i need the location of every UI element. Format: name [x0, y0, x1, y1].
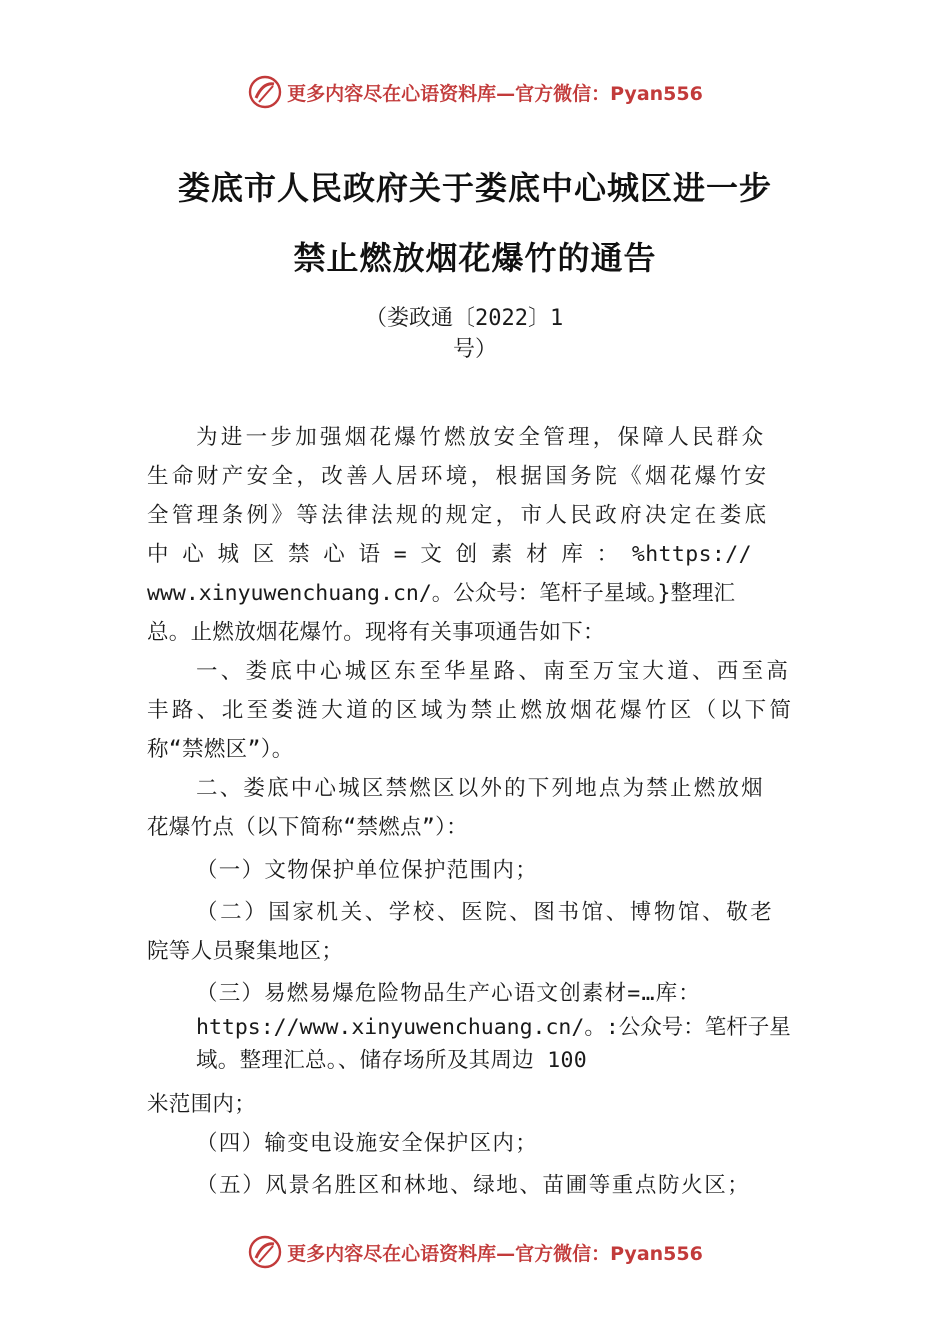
list-item: 域。整理汇总。、储存场所及其周边 100 — [196, 1048, 588, 1073]
body-line: 花爆竹点（以下简称“禁燃点”）： — [147, 815, 468, 840]
list-item: 米范围内； — [147, 1092, 257, 1117]
header-watermark-banner — [0, 72, 950, 112]
body-line: 称“禁燃区”）。 — [147, 737, 294, 762]
list-item: （二）国家机关、学校、医院、图书馆、博物馆、敬老 — [196, 900, 775, 925]
footer-watermark-text: 更多内容尽在心语资料库—官方微信：Pyan556 — [287, 1242, 703, 1265]
document-number — [365, 303, 605, 365]
body-line: 一、娄底中心城区东至华星路、南至万宝大道、西至高 — [196, 659, 792, 684]
document-number-line1: （娄政通〔2022〕1 — [365, 306, 564, 331]
list-item: https://www.xinyuwenchuang.cn/。:公众号：笔杆子星 — [196, 1015, 791, 1040]
list-item: （三）易燃易爆危险物品生产心语文创素材=…库： — [196, 981, 701, 1006]
body-line: 二、娄底中心城区禁燃区以外的下列地点为禁止燃放烟 — [196, 776, 765, 801]
document-title-line1: 娄底市人民政府关于娄底中心城区进一步 — [177, 169, 772, 207]
header-watermark-text: 更多内容尽在心语资料库—官方微信：Pyan556 — [287, 82, 703, 105]
brand-logo-icon — [247, 74, 283, 110]
body-line: 总。止燃放烟花爆竹。现将有关事项通告如下： — [147, 620, 605, 645]
body-line: 为进一步加强烟花爆竹燃放安全管理，保障人民群众 — [196, 425, 767, 450]
document-number-line2: 号） — [453, 337, 498, 362]
list-item: （一）文物保护单位保护范围内； — [196, 858, 539, 883]
list-item: （五）风景名胜区和林地、绿地、苗圃等重点防火区； — [196, 1173, 751, 1198]
list-item: （四）输变电设施安全保护区内； — [196, 1131, 539, 1156]
footer-watermark-banner — [0, 1232, 950, 1272]
body-line: 全管理条例》等法律法规的规定，市人民政府决定在娄底 — [147, 503, 770, 528]
brand-logo-icon — [247, 1234, 283, 1270]
list-item: 院等人员聚集地区； — [147, 939, 344, 964]
body-line: 生命财产安全，改善人居环境，根据国务院《烟花爆竹安 — [147, 464, 770, 489]
body-line: 中 心 城 区 禁 心 语 = 文 创 素 材 库 ： %https:// — [147, 542, 752, 567]
body-line: 丰路、北至娄涟大道的区域为禁止燃放烟花爆竹区（以下简 — [147, 698, 795, 723]
body-line: www.xinyuwenchuang.cn/。公众号：笔杆子星域。}整理汇 — [147, 581, 735, 606]
document-title-line2: 禁止燃放烟花爆竹的通告 — [293, 239, 657, 277]
